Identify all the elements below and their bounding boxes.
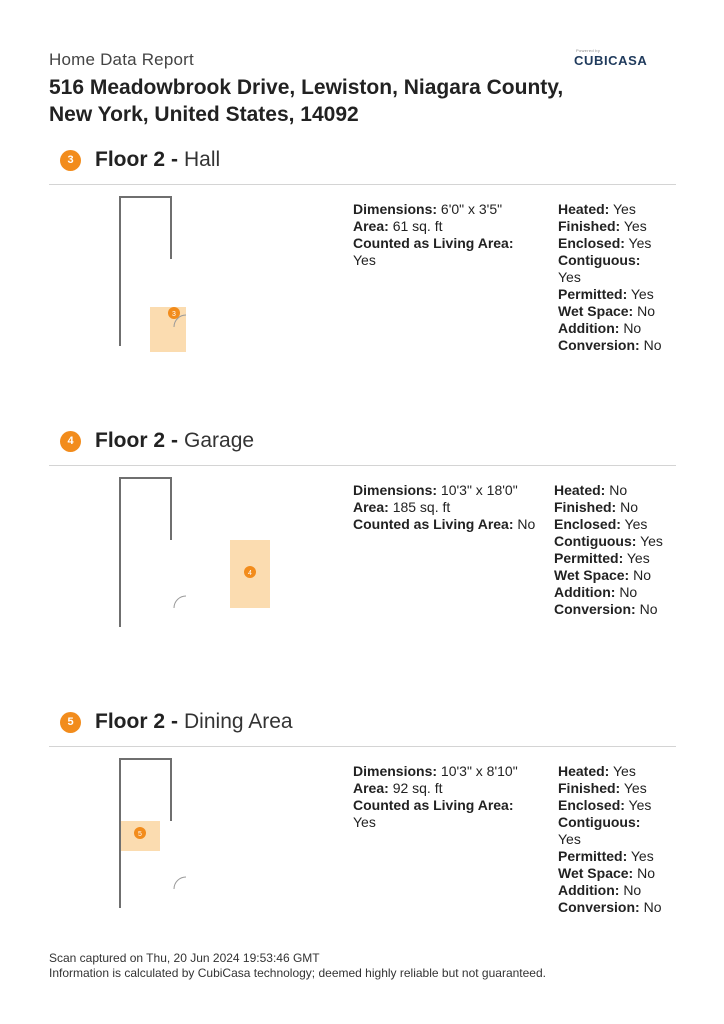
title-separator: -: [171, 429, 179, 452]
living-area-value: Yes: [353, 252, 376, 268]
living-area-row: [353, 797, 543, 831]
enclosed-label: Enclosed:: [558, 797, 625, 813]
dimensions-value: 6'0" x 3'5": [440, 201, 503, 217]
floorplan-svg: [112, 478, 277, 643]
permitted-value: Yes: [630, 286, 654, 302]
contiguous-label: Contiguous:: [558, 252, 641, 268]
dimensions-row: [353, 763, 543, 780]
area-value: 185 sq. ft: [392, 499, 451, 515]
enclosed-value: Yes: [624, 516, 648, 532]
area-row: [353, 499, 543, 516]
finished-label: Finished:: [558, 218, 621, 234]
enclosed-value: Yes: [628, 235, 652, 251]
floorplan-thumbnail: [112, 197, 277, 362]
dimensions-value: 10'3" x 8'10": [440, 763, 518, 779]
room-name: Dining Area: [184, 710, 293, 733]
floorplan-thumbnail: [112, 759, 277, 924]
heated-label: Heated:: [558, 763, 610, 779]
living-area-label: Counted as Living Area:: [353, 797, 514, 813]
finished-value: No: [620, 499, 639, 515]
room-number-badge: 4: [60, 431, 81, 452]
room-attributes-block: [558, 763, 678, 916]
divider: [49, 184, 676, 185]
room-header: [60, 426, 254, 456]
area-row: [353, 218, 543, 235]
cubicasa-logo: [574, 48, 664, 70]
living-area-row: [353, 235, 543, 269]
title-separator: -: [171, 710, 179, 733]
finished-value: Yes: [623, 780, 647, 796]
room-name: Garage: [184, 429, 255, 452]
finished-value: Yes: [623, 218, 647, 234]
conversion-value: No: [643, 899, 662, 915]
floor-label: Floor 2: [95, 429, 166, 452]
room-number-badge: 3: [60, 150, 81, 171]
enclosed-value: Yes: [628, 797, 652, 813]
addition-label: Addition:: [554, 584, 616, 600]
floor-label: Floor 2: [95, 710, 166, 733]
heated-label: Heated:: [554, 482, 606, 498]
area-label: Area:: [353, 499, 389, 515]
room-section-garage: [0, 426, 724, 666]
permitted-label: Permitted:: [558, 848, 628, 864]
room-number-badge: 5: [60, 712, 81, 733]
room-section-hall: [0, 145, 724, 385]
floorplan-svg: [112, 759, 277, 924]
dimensions-label: Dimensions:: [353, 482, 438, 498]
logo-wordmark: CUBICASA: [574, 53, 648, 68]
room-name: Hall: [184, 148, 221, 171]
room-marker-number: 3: [172, 311, 176, 318]
addition-value: No: [623, 320, 642, 336]
conversion-label: Conversion:: [558, 899, 640, 915]
floorplan-svg: [112, 197, 277, 362]
finished-label: Finished:: [554, 499, 617, 515]
title-separator: -: [171, 148, 179, 171]
wet-space-value: No: [637, 865, 656, 881]
conversion-value: No: [639, 601, 658, 617]
wet-space-label: Wet Space:: [554, 567, 630, 583]
room-header: [60, 145, 220, 175]
living-area-value: Yes: [353, 814, 376, 830]
addition-label: Addition:: [558, 320, 620, 336]
scan-timestamp: Scan captured on Thu, 20 Jun 2024 19:53:46 GMT: [49, 951, 320, 965]
area-value: 92 sq. ft: [392, 780, 443, 796]
floorplan-walls: [120, 478, 186, 627]
heated-value: Yes: [613, 201, 636, 217]
highlighted-room: [150, 307, 186, 352]
dimensions-label: Dimensions:: [353, 763, 438, 779]
dimensions-row: [353, 201, 543, 218]
enclosed-label: Enclosed:: [558, 235, 625, 251]
dimensions-value: 10'3" x 18'0": [440, 482, 518, 498]
room-section-dining-area: [0, 707, 724, 947]
room-attributes-block: [554, 482, 694, 618]
conversion-label: Conversion:: [554, 601, 636, 617]
disclaimer: Information is calculated by CubiCasa technology; deemed highly reliable but not guaranteed.: [49, 966, 546, 980]
wet-space-value: No: [637, 303, 656, 319]
room-attributes-block: [558, 201, 678, 354]
property-address: 516 Meadowbrook Drive, Lewiston, Niagara County, New York, United States, 14092: [49, 76, 564, 126]
dimensions-label: Dimensions:: [353, 201, 438, 217]
finished-label: Finished:: [558, 780, 621, 796]
heated-value: Yes: [613, 763, 636, 779]
floor-label: Floor 2: [95, 148, 166, 171]
permitted-label: Permitted:: [554, 550, 624, 566]
logo-powered-by: Powered by: [576, 48, 601, 53]
room-dimensions-block: [353, 763, 543, 831]
room-header: [60, 707, 293, 737]
enclosed-label: Enclosed:: [554, 516, 621, 532]
room-dimensions-block: [353, 201, 543, 269]
heated-label: Heated:: [558, 201, 610, 217]
contiguous-value: Yes: [558, 831, 581, 847]
living-area-value: No: [517, 516, 536, 532]
addition-label: Addition:: [558, 882, 620, 898]
contiguous-label: Contiguous:: [554, 533, 637, 549]
conversion-label: Conversion:: [558, 337, 640, 353]
addition-value: No: [619, 584, 638, 600]
report-label: Home Data Report: [49, 50, 194, 69]
contiguous-value: Yes: [640, 533, 663, 549]
wet-space-label: Wet Space:: [558, 303, 634, 319]
divider: [49, 465, 676, 466]
floorplan-thumbnail: [112, 478, 277, 643]
permitted-label: Permitted:: [558, 286, 628, 302]
divider: [49, 746, 676, 747]
permitted-value: Yes: [626, 550, 650, 566]
room-dimensions-block: [353, 482, 543, 533]
area-row: [353, 780, 543, 797]
living-area-label: Counted as Living Area:: [353, 516, 514, 532]
area-label: Area:: [353, 218, 389, 234]
area-value: 61 sq. ft: [392, 218, 443, 234]
contiguous-value: Yes: [558, 269, 581, 285]
living-area-label: Counted as Living Area:: [353, 235, 514, 251]
wet-space-label: Wet Space:: [558, 865, 634, 881]
contiguous-label: Contiguous:: [558, 814, 641, 830]
area-label: Area:: [353, 780, 389, 796]
dimensions-row: [353, 482, 543, 499]
room-marker-number: 4: [248, 570, 252, 577]
permitted-value: Yes: [630, 848, 654, 864]
living-area-row: [353, 516, 543, 533]
addition-value: No: [623, 882, 642, 898]
room-marker-number: 5: [138, 831, 142, 838]
heated-value: No: [609, 482, 628, 498]
conversion-value: No: [643, 337, 662, 353]
wet-space-value: No: [633, 567, 652, 583]
report-footer: [49, 951, 546, 981]
